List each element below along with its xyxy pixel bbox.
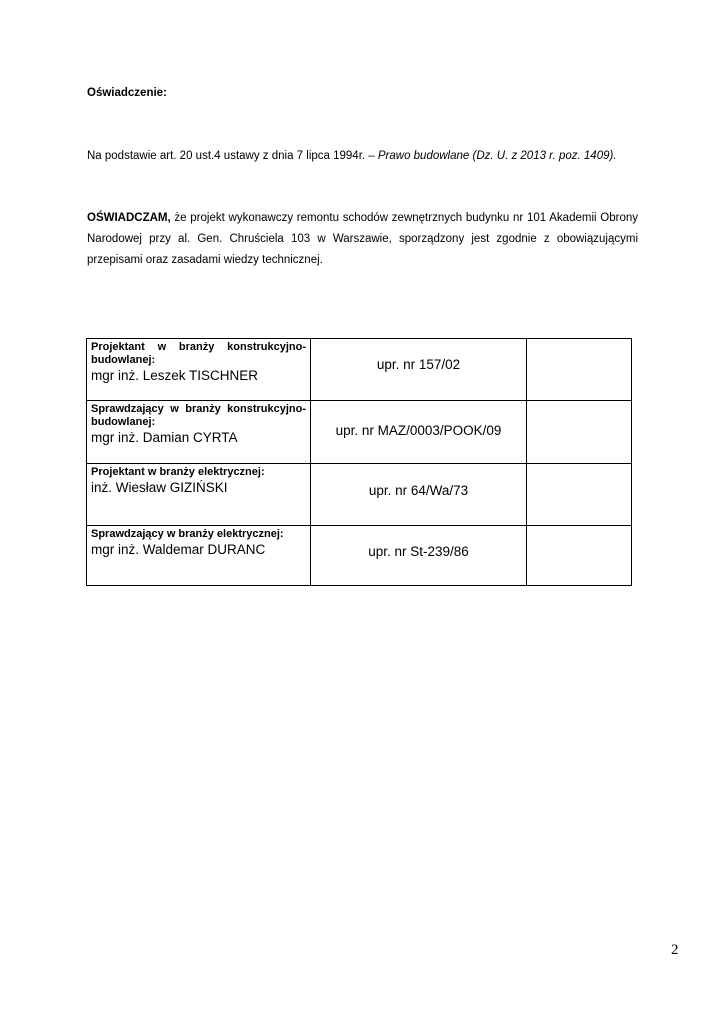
license-number: upr. nr MAZ/0003/POOK/09 — [335, 423, 502, 438]
license-cell — [311, 464, 527, 526]
table-row — [87, 339, 632, 401]
person-name: mgr inż. Waldemar DURANC — [91, 542, 266, 557]
designer-cell — [87, 526, 311, 586]
table-row — [87, 401, 632, 464]
license-cell — [311, 339, 527, 401]
role-label: Projektant w branży konstrukcyjno-budowlanej: — [91, 341, 306, 366]
license-number: upr. nr St-239/86 — [368, 544, 469, 559]
person-name: inż. Wiesław GIZIŃSKI — [91, 480, 228, 495]
license-cell — [311, 526, 527, 586]
table-row — [87, 526, 632, 586]
signature-cell — [527, 526, 632, 586]
role-label: Sprawdzający w branży konstrukcyjno-budowlanej: — [91, 403, 306, 428]
declaration-heading: Oświadczenie: — [87, 87, 167, 99]
signature-cell — [527, 339, 632, 401]
person-name: mgr inż. Leszek TISCHNER — [91, 368, 259, 383]
declaration-keyword: OŚWIADCZAM, — [87, 212, 171, 224]
person-name: mgr inż. Damian CYRTA — [91, 430, 238, 445]
declaration-paragraph — [87, 208, 638, 271]
designer-cell — [87, 464, 311, 526]
license-number: upr. nr 64/Wa/73 — [368, 483, 469, 498]
designer-cell — [87, 339, 311, 401]
license-number: upr. nr 157/02 — [376, 357, 461, 372]
legal-act-citation: Prawo budowlane (Dz. U. z 2013 r. poz. 1409). — [377, 150, 617, 162]
signature-cell — [527, 401, 632, 464]
role-label: Projektant w branży elektrycznej: — [91, 466, 265, 478]
page-number: 2 — [671, 942, 679, 958]
designer-cell — [87, 401, 311, 464]
declaration-text: że projekt wykonawczy remontu schodów zewnętrznych budynku nr 101 Akademii Obrony Narodowej przy al. Gen. Chruściela 103 w Warszawie, sporządzony jest zgodnie z obowiązującymi przepisami oraz zasadami wiedzy technicznej. — [87, 212, 638, 266]
legal-basis-paragraph — [87, 146, 638, 167]
signature-cell — [527, 464, 632, 526]
table-row — [87, 464, 632, 526]
role-label: Sprawdzający w branży elektrycznej: — [91, 528, 284, 540]
license-cell — [311, 401, 527, 464]
signatures-table — [86, 338, 632, 586]
legal-basis-text: Na podstawie art. 20 ust.4 ustawy z dnia 7 lipca 1994r. – — [87, 150, 378, 162]
